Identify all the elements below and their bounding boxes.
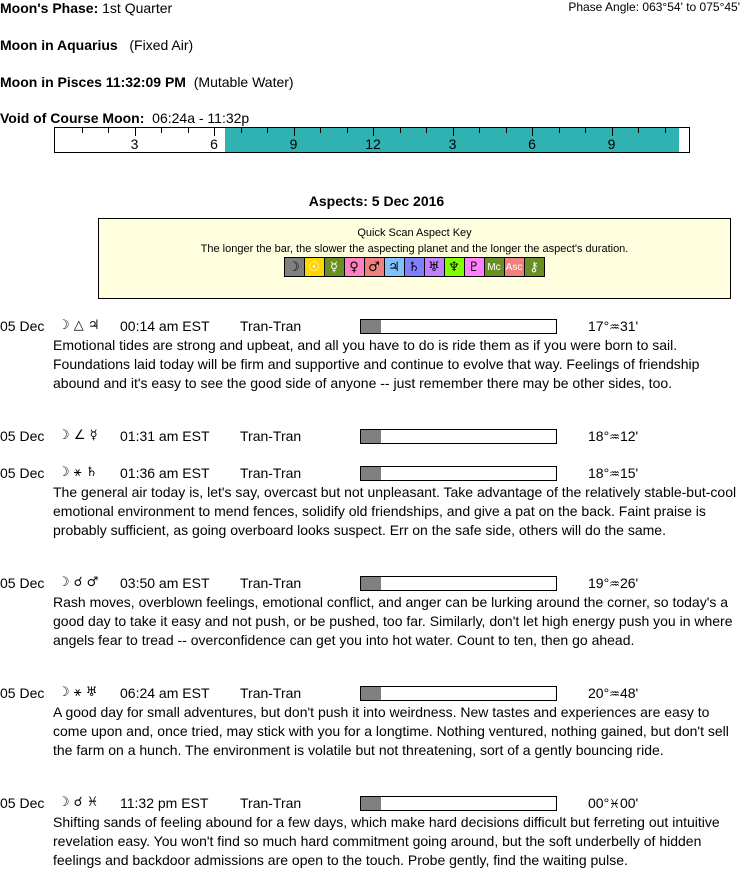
aspect-key-box [98, 218, 731, 299]
aspect-duration-fill [361, 320, 381, 333]
aspect-kind: Tran-Tran [240, 318, 302, 334]
timeline-hour-label: 9 [607, 136, 616, 152]
timeline-tick [373, 128, 374, 136]
zodiac-sign-icon: ♓ [609, 797, 620, 811]
zodiac-sign-icon: ♒ [609, 577, 620, 591]
moon-ingress [0, 74, 294, 90]
timeline-tick [426, 128, 427, 133]
moon-ingress-label: Moon in Pisces 11:32:09 PM [0, 74, 186, 90]
uranus-icon: ♅ [424, 257, 445, 277]
aspect-kind: Tran-Tran [240, 575, 302, 591]
aspect-degree: 17° [588, 318, 610, 334]
zodiac-sign-icon: ♒ [609, 687, 620, 701]
aspect-description: Rash moves, overblown feelings, emotional conflict, and anger can be lurking around the corner, so today's a good day to take it easy and not push, or be pushed, too far. Similarly, don't let high energy push you in where angels fear to tread -- overconfidence can get you into hot water. Count to ten, then go ahead. [53, 594, 733, 648]
timeline-tick [479, 128, 480, 133]
aspect-symbols: ☽ ☌ ♂ [58, 575, 99, 590]
timeline-tick [585, 128, 586, 133]
aspect-date: 05 Dec [0, 428, 45, 444]
ascendant-icon: Asc [504, 257, 525, 277]
aspects-title: Aspects: 5 Dec 2016 [308, 193, 445, 209]
timeline-tick [294, 128, 295, 136]
aspect-duration-fill [361, 797, 381, 810]
voc-label: Void of Course Moon: [0, 110, 145, 126]
aspect-duration-bar [360, 796, 557, 811]
aspect-degree: 18° [588, 428, 610, 444]
zodiac-sign-icon: ♒ [609, 320, 620, 334]
timeline-tick [320, 128, 321, 133]
timeline-tick [532, 128, 533, 136]
timeline-tick [135, 128, 136, 136]
aspect-duration-bar [360, 576, 557, 591]
aspect-symbols: ☽ ☌ ♓ [58, 795, 99, 810]
aspect-time: 01:31 am EST [120, 428, 210, 444]
zodiac-sign-icon: ♒ [609, 467, 620, 481]
aspect-header [0, 318, 753, 336]
aspect-minute: 48' [619, 685, 639, 701]
aspect-date: 05 Dec [0, 685, 45, 701]
timeline-tick [161, 128, 162, 133]
timeline-tick [559, 128, 560, 133]
planet-glyph-row [99, 257, 730, 277]
aspect-degree: 18° [588, 465, 610, 481]
aspect-entry [0, 465, 753, 540]
aspect-time: 11:32 pm EST [120, 795, 209, 811]
aspect-time: 00:14 am EST [120, 318, 210, 334]
aspect-key-title: Quick Scan Aspect Key [357, 227, 472, 239]
moon-phase [0, 0, 172, 16]
timeline-hour-label: 6 [528, 136, 536, 152]
moon-sign-quality: (Fixed Air) [129, 37, 194, 53]
aspect-duration-fill [361, 430, 381, 443]
aspect-description: A good day for small adventures, but don't push it into weirdness. New tastes and experiences are easy to come upon and, once tried, may stick with you for a longtime. Nothing ventured, nothing gained, but don't sell the farm on a hunch. The environment is volatile but not threatening, sort of a gently bouncing ride. [53, 704, 729, 758]
aspect-position [588, 465, 638, 481]
timeline-tick [108, 128, 109, 133]
aspect-time: 01:36 am EST [120, 465, 210, 481]
aspect-duration-bar [360, 319, 557, 334]
aspect-symbols: ☽ ∠ ☿ [58, 428, 98, 443]
aspect-minute: 26' [619, 575, 639, 591]
aspect-symbols: ☽ ⚹ ♅ [58, 685, 98, 700]
aspect-kind: Tran-Tran [240, 795, 302, 811]
aspect-date: 05 Dec [0, 575, 45, 591]
phase-angle-label: Phase Angle: [568, 0, 640, 14]
moon-sign-label: Moon in Aquarius [0, 37, 118, 53]
aspect-description: Shifting sands of feeling abound for a few days, which make hard decisions difficult but ferreting out intuitive revelation easy. You won't find so much hard commitment going around, but the soft underbelly of hidden feelings and backdoor admissions are open to the touch. Probe gently, find the waiting pulse. [53, 814, 720, 868]
aspect-entry [0, 795, 753, 870]
timeline-hour-label: 12 [365, 136, 381, 152]
aspect-minute: 15' [619, 465, 639, 481]
aspect-duration-bar [360, 429, 557, 444]
aspect-kind: Tran-Tran [240, 465, 302, 481]
aspect-header [0, 428, 753, 446]
venus-icon: ♀ [344, 257, 365, 277]
zodiac-sign-icon: ♒ [609, 430, 620, 444]
aspect-minute: 12' [619, 428, 639, 444]
phase-angle-value: 063°54' to 075°45' [642, 0, 740, 14]
aspect-entry [0, 685, 753, 760]
moon-phase-label: Moon's Phase: [0, 0, 99, 16]
aspect-symbols: ☽ △ ♃ [58, 318, 100, 333]
aspect-degree: 20° [588, 685, 610, 701]
aspect-degree: 19° [588, 575, 610, 591]
aspect-minute: 31' [619, 318, 639, 334]
timeline-hour-label: 3 [448, 136, 457, 152]
voc-value: 06:24a - 11:32p [152, 110, 250, 126]
aspect-header [0, 465, 753, 483]
mars-icon: ♂ [364, 257, 385, 277]
aspect-entry [0, 318, 753, 393]
aspect-duration-fill [361, 467, 381, 480]
timeline-hour-label: 3 [130, 136, 139, 152]
aspect-header [0, 575, 753, 593]
timeline-tick [241, 128, 242, 133]
moon-phase-value: 1st Quarter [102, 0, 173, 16]
moon-icon: ☽ [284, 257, 305, 277]
midheaven-icon: Mc [484, 257, 505, 277]
timeline-tick [506, 128, 507, 133]
timeline-hour-label: 9 [289, 136, 298, 152]
aspect-duration-bar [360, 686, 557, 701]
aspect-entry [0, 575, 753, 650]
aspect-duration-bar [360, 466, 557, 481]
phase-angle [568, 0, 740, 14]
void-of-course-timeline [54, 127, 690, 153]
timeline-hour-label: 6 [210, 136, 218, 152]
aspect-description: Emotional tides are strong and upbeat, and all you have to do is ride them as if you were born to sail. Foundations laid today will be firm and supportive and continue to evolve that way. Feelings of friendship abound and it's easy to see the good side of anyone -- just remember there may be other sides, too. [53, 337, 700, 391]
aspect-position [588, 428, 638, 444]
timeline-tick [638, 128, 639, 133]
timeline-tick [82, 128, 83, 133]
timeline-tick [453, 128, 454, 136]
timeline-tick [612, 128, 613, 136]
timeline-tick [400, 128, 401, 133]
aspect-kind: Tran-Tran [240, 428, 302, 444]
aspect-duration-fill [361, 687, 381, 700]
timeline-tick [347, 128, 348, 133]
pluto-icon: ♇ [464, 257, 485, 277]
aspect-time: 06:24 am EST [120, 685, 210, 701]
aspect-description: The general air today is, let's say, overcast but not unpleasant. Take advantage of the relatively stable-but-cool emotional environment to mend fences, solidify old friendships, and give a pat on the back. Faint praise is probably sufficient, as going overboard looks suspect. Err on the safe side, others will do the same. [53, 484, 737, 538]
timeline-tick [267, 128, 268, 133]
aspect-header [0, 685, 753, 703]
chiron-icon: ⚷ [524, 257, 545, 277]
timeline-tick [665, 128, 666, 133]
aspect-date: 05 Dec [0, 318, 45, 334]
aspect-kind: Tran-Tran [240, 685, 302, 701]
aspect-date: 05 Dec [0, 795, 45, 811]
timeline-tick [188, 128, 189, 133]
aspect-duration-fill [361, 577, 381, 590]
neptune-icon: ♆ [444, 257, 465, 277]
aspect-time: 03:50 am EST [120, 575, 210, 591]
aspect-entry [0, 428, 753, 446]
void-of-course [0, 110, 249, 126]
aspect-degree: 00° [588, 795, 610, 811]
aspect-minute: 00' [619, 795, 639, 811]
saturn-icon: ♄ [404, 257, 425, 277]
sun-icon: ☉ [304, 257, 325, 277]
mercury-icon: ☿ [324, 257, 345, 277]
aspect-key-description: The longer the bar, the slower the aspecting planet and the longer the aspect's duration. [200, 243, 629, 255]
aspect-position [588, 318, 638, 334]
moon-sign [0, 37, 193, 53]
timeline-tick [214, 128, 215, 136]
aspect-position [588, 685, 638, 701]
aspect-symbols: ☽ ⚹ ♄ [58, 465, 98, 480]
aspect-position [588, 575, 638, 591]
jupiter-icon: ♃ [384, 257, 405, 277]
aspect-position [588, 795, 638, 811]
aspect-header [0, 795, 753, 813]
moon-ingress-quality: (Mutable Water) [193, 74, 294, 90]
aspect-date: 05 Dec [0, 465, 45, 481]
